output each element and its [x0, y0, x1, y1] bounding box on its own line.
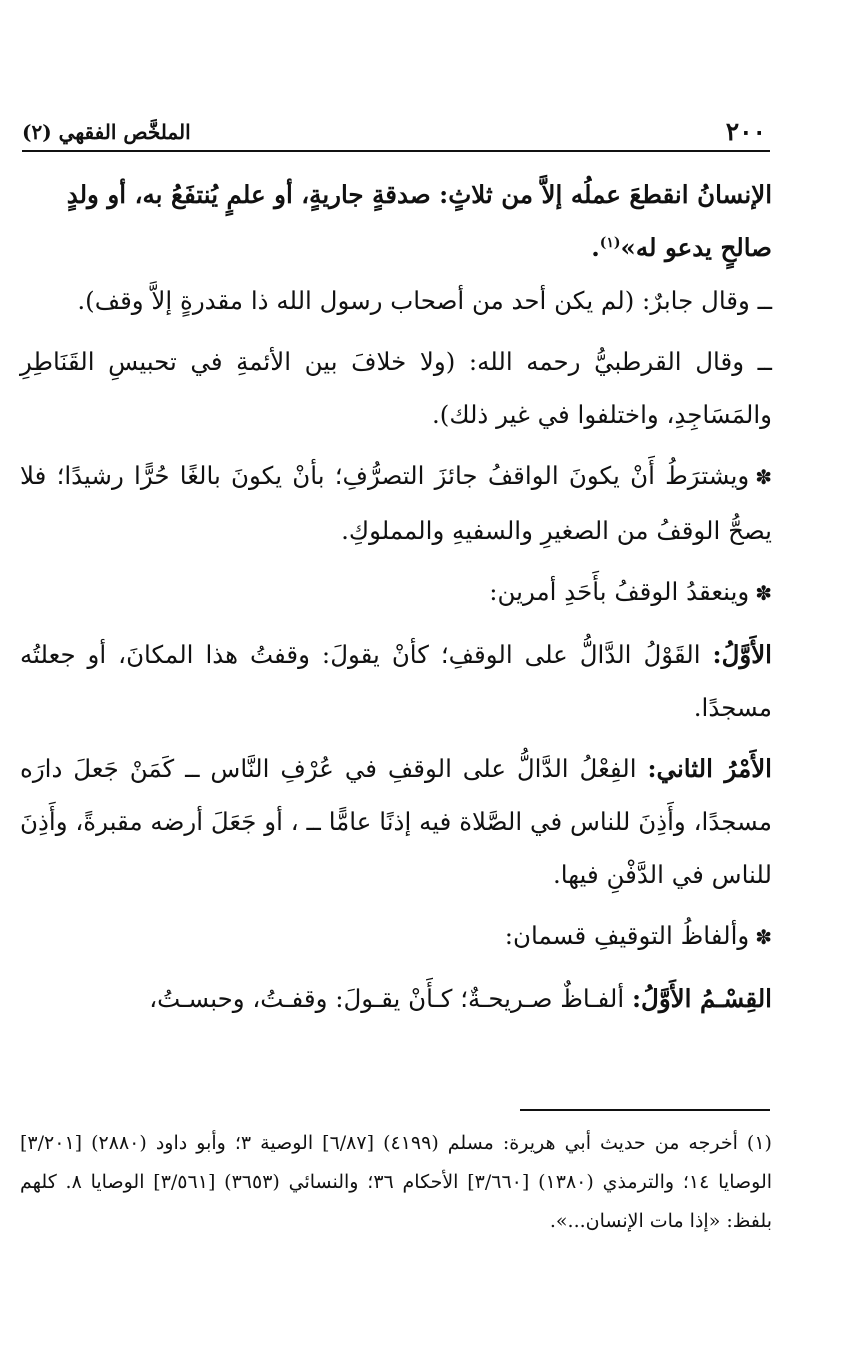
running-title: الملخَّص الفقهي (٢) — [22, 120, 191, 144]
footnote-separator — [520, 1109, 770, 1111]
jabir-quote-paragraph: ــ وقال جابرٌ: (لم يكن أحد من أصحاب رسول الله ذا مقدرةٍ إلاَّ وقف). — [77, 286, 772, 315]
footnote-1: (١) أخرجه من حديث أبي هريرة: مسلم (٤١٩٩) [٦/٨٧] الوصية ٣؛ وأبو داود (٢٨٨٠) [٣/٢٠١] الوصايا ١٤؛ والترمذي (١٣٨٠) [٣/٦٦٠] الأحكام ٣٦؛ والنسائي (٣٦٥٣) [٣/٥٦١] الوصايا ٨. كلهم بلفظ: «إذا مات الإنسان...». — [20, 1132, 773, 1232]
asterisk-bullet-icon: ✽ — [755, 925, 772, 949]
first-matter-paragraph — [20, 628, 772, 734]
second-matter-label: الأَمْرُ الثاني: — [647, 754, 772, 783]
hadith-end-period: . — [591, 233, 600, 262]
waqif-condition-text: ويشترَطُ أَنْ يكونَ الواقفُ جائزَ التصرُّفِ؛ بأنْ يكونَ بالغًا حُرًّا رشيدًا؛ فلا يصحُّ الوقفُ من الصغيرِ والسفيهِ والمملوكِ. — [20, 461, 772, 545]
page-header — [22, 110, 770, 152]
asterisk-bullet-icon: ✽ — [755, 465, 772, 489]
first-type-label: القِسْـمُ الأَوَّلُ: — [632, 984, 772, 1013]
footnotes-section — [20, 1124, 772, 1241]
wording-types-paragraph — [20, 909, 772, 964]
hadith-continuation — [20, 168, 772, 274]
second-matter-text: الفِعْلُ الدَّالُّ على الوقفِ في عُرْفِ النَّاس ــ كَمَنْ جَعلَ دارَه مسجدًا، وأَذِنَ للناس في الصَّلاة فيه إذنًا عامًّا ــ ، أو جَعَلَ أرضه مقبرةً، وأَذِنَ للناس في الدَّفْنِ فيها. — [20, 754, 772, 889]
main-text — [20, 168, 772, 1033]
hadith-line-2: صالحٍ يدعو له» — [620, 233, 772, 262]
wording-types-text: وألفاظُ التوقيفِ قسمان: — [504, 921, 750, 950]
second-matter-paragraph — [20, 742, 772, 901]
first-type-paragraph — [20, 972, 772, 1025]
footnote-reference[interactable]: (١) — [599, 234, 621, 251]
two-matters-text: وينعقدُ الوقفُ بأَحَدِ أمرين: — [489, 577, 750, 606]
first-type-text: ألفـاظٌ صـريحـةٌ؛ كـأَنْ يقـولَ: وقفـتُ، وحبسـتُ، — [149, 984, 632, 1013]
page-number: ٢٠٠ — [725, 117, 766, 146]
first-matter-label: الأَوَّلُ: — [712, 640, 772, 669]
qurtubi-quote-paragraph: ــ وقال القرطبيُّ رحمه الله: (ولا خلافَ بين الأئمةِ في تحبيسِ القَنَاطِرِ والمَسَاجِدِ، واختلفوا في غير ذلك). — [20, 347, 772, 429]
two-matters-paragraph — [20, 565, 772, 620]
waqif-condition-paragraph — [20, 449, 772, 557]
first-matter-text: القَوْلُ الدَّالُّ على الوقفِ؛ كأنْ يقولَ: وقفتُ هذا المكانَ، أو جعلتُه مسجدًا. — [20, 640, 772, 722]
asterisk-bullet-icon: ✽ — [755, 581, 772, 605]
hadith-line-1: الإنسانُ انقطعَ عملُه إلاَّ من ثلاثٍ: صدقةٍ جاريةٍ، أو علمٍ يُنتفَعُ به، أو ولدٍ — [66, 180, 772, 209]
